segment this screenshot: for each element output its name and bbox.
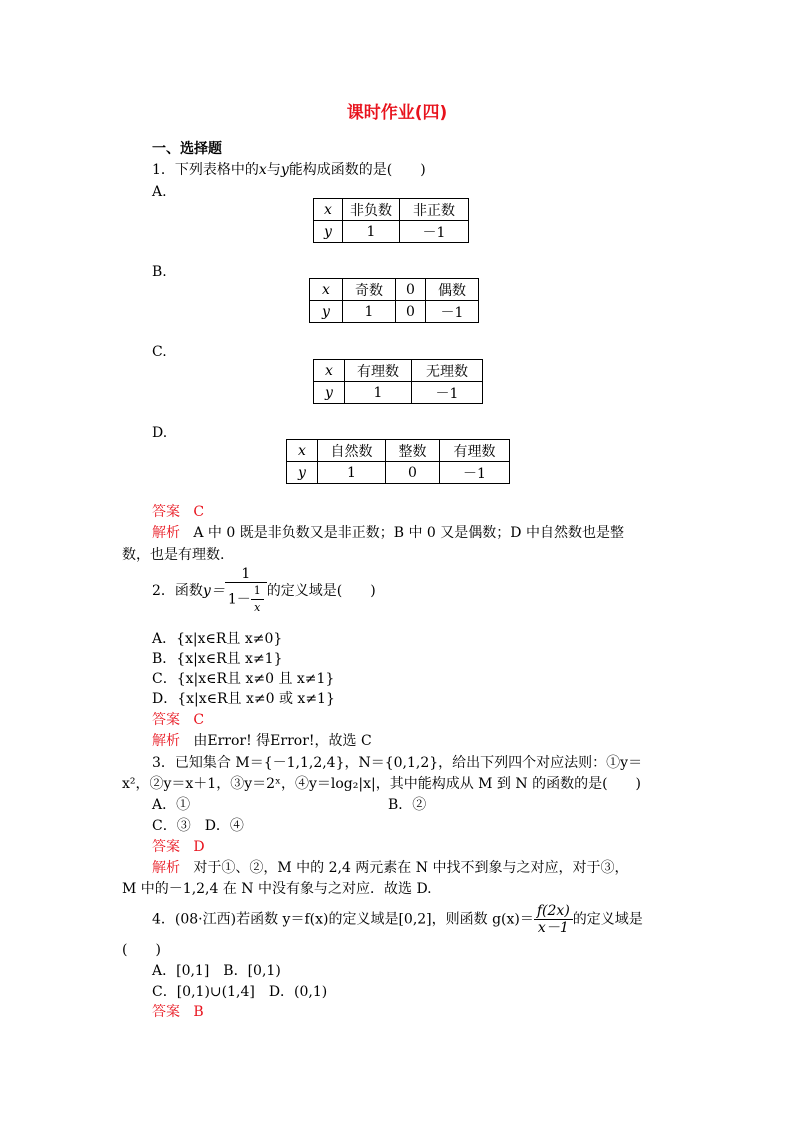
table-row: x 有理数 无理数 [314, 360, 483, 382]
q1-option-d-label: D. [152, 425, 168, 441]
q1-option-a-label: A. [152, 184, 167, 200]
q2-option-c: C．{x|x∈R且 x≠0 且 x≠1} [152, 671, 335, 687]
table-row: x 奇数 0 偶数 [310, 279, 479, 301]
q2-analysis: 解析 由Error! 得Error!，故选 C [152, 733, 372, 749]
q3-option-b: B．② [388, 797, 427, 813]
q1-analysis: 解析 A 中 0 既是非负数又是非正数；B 中 0 又是偶数；D 中自然数也是整 [152, 525, 624, 541]
q3-analysis-cont: M 中的－1,2,4 在 N 中没有象与之对应．故选 D. [122, 881, 432, 897]
q4-stem-cont: ( ) [122, 942, 161, 958]
q3-stem: 3．已知集合 M＝{－1,1,2,4}，N＝{0,1,2}，给出下列四个对应法则：①y＝ [152, 755, 643, 771]
table-row: x 非负数 非正数 [314, 199, 469, 221]
q1-option-b-table [309, 278, 479, 323]
q1-stem: 1．下列表格中的x与y能构成函数的是( ) [152, 162, 426, 178]
q1-answer: 答案 C [152, 504, 205, 520]
q3-option-cd: C．③ D．④ [152, 818, 244, 834]
table-row: y 1 0 －1 [287, 462, 510, 484]
q2-option-b: B．{x|x∈R且 x≠1} [152, 651, 283, 667]
page-title: 课时作业(四) [346, 103, 448, 123]
q4-answer: 答案 B [152, 1004, 204, 1020]
q2-stem: 2．函数y＝ 1 1－ $\frac{1}{x}$ 的定义域是( ) [152, 566, 376, 614]
q4-option-ab: A．[0,1] B．[0,1) [152, 963, 281, 979]
q2-option-a: A．{x|x∈R且 x≠0} [152, 631, 283, 647]
q1-option-a-table [313, 198, 469, 243]
table-row: x 自然数 整数 有理数 [287, 440, 510, 462]
q1-option-c-table [313, 359, 483, 404]
q3-analysis: 解析 对于①、②，M 中的 2,4 两元素在 N 中找不到象与之对应，对于③， [152, 860, 629, 876]
table-row: y 1 0 －1 [310, 301, 479, 323]
q2-option-d: D．{x|x∈R且 x≠0 或 x≠1} [152, 691, 335, 707]
q2-answer: 答案 C [152, 712, 205, 728]
q3-answer: 答案 D [152, 839, 205, 855]
q1-analysis-cont: 数，也是有理数. [122, 547, 225, 563]
table-row: y 1 －1 [314, 221, 469, 243]
q4-stem: 4．(08·江西)若函数 y＝f(x)的定义域是[0,2]，则函数 g(x)＝ $\frac{f(2x)}{x-1}$ 的定义域是 [152, 903, 643, 936]
q3-option-a: A．① [152, 797, 191, 813]
q1-option-d-table [286, 439, 510, 484]
q4-option-cd: C．[0,1)∪(1,4] D．(0,1) [152, 984, 328, 1000]
table-row: y 1 －1 [314, 382, 483, 404]
q3-stem-cont: x²，②y＝x＋1，③y＝2ˣ，④y＝log₂|x|，其中能构成从 M 到 N 的函数的是( ) [122, 776, 641, 792]
section-heading: 一、选择题 [152, 141, 222, 157]
q1-option-b-label: B. [152, 264, 167, 280]
q1-option-c-label: C. [152, 344, 167, 360]
